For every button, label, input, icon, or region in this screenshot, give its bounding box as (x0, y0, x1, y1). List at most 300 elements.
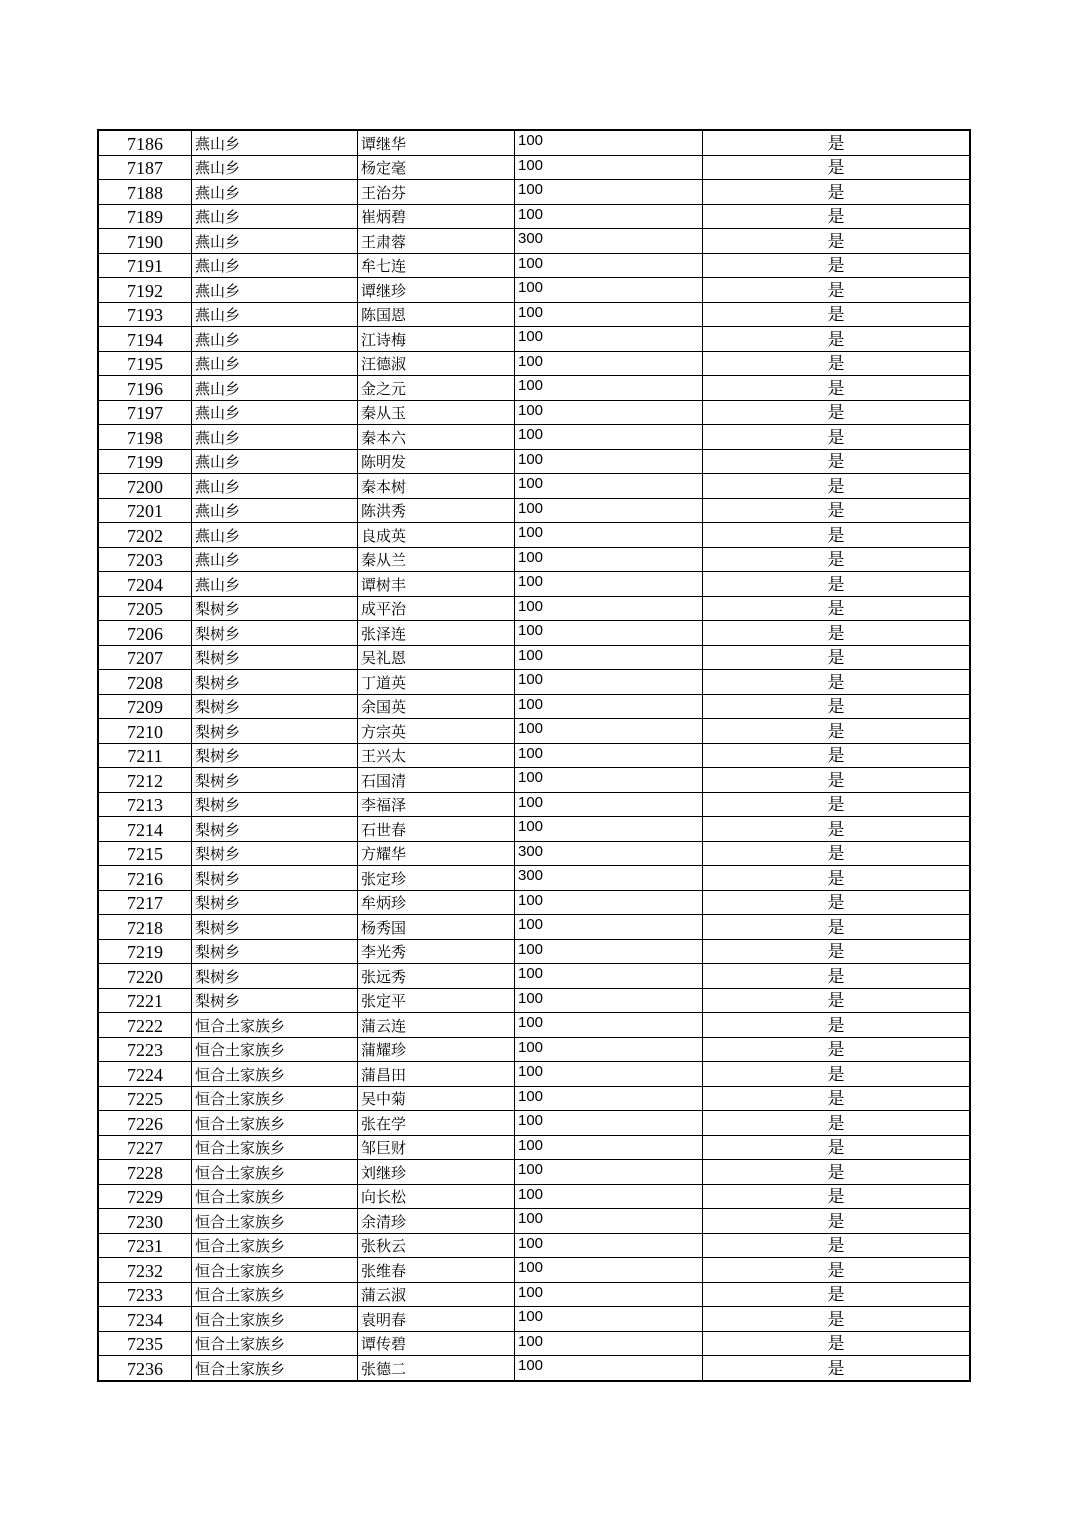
township-cell: 燕山乡 (192, 302, 358, 327)
record-number-cell: 7225 (98, 1086, 192, 1111)
table-row (98, 1282, 970, 1307)
table-row (98, 155, 970, 180)
status-cell: 是 (703, 204, 971, 229)
table-row (98, 1086, 970, 1111)
person-name-cell: 蒲昌田 (358, 1062, 515, 1087)
table-row (98, 694, 970, 719)
record-number-cell: 7190 (98, 229, 192, 254)
township-cell: 燕山乡 (192, 155, 358, 180)
person-name-cell: 陈洪秀 (358, 498, 515, 523)
amount-cell: 100 (515, 768, 703, 793)
person-name-cell: 谭树丰 (358, 572, 515, 597)
record-number-cell: 7218 (98, 915, 192, 940)
amount-cell: 100 (515, 645, 703, 670)
status-cell: 是 (703, 376, 971, 401)
amount-cell: 100 (515, 523, 703, 548)
township-cell: 梨树乡 (192, 792, 358, 817)
person-name-cell: 刘继珍 (358, 1160, 515, 1185)
record-number-cell: 7201 (98, 498, 192, 523)
status-cell: 是 (703, 498, 971, 523)
table-row (98, 670, 970, 695)
table-row (98, 253, 970, 278)
record-number-cell: 7206 (98, 621, 192, 646)
person-name-cell: 张定珍 (358, 866, 515, 891)
table-row (98, 1184, 970, 1209)
amount-cell: 100 (515, 621, 703, 646)
person-name-cell: 袁明春 (358, 1307, 515, 1332)
table-row (98, 719, 970, 744)
person-name-cell: 秦从兰 (358, 547, 515, 572)
amount-cell: 100 (515, 204, 703, 229)
amount-cell: 100 (515, 1209, 703, 1234)
township-cell: 燕山乡 (192, 400, 358, 425)
person-name-cell: 余国英 (358, 694, 515, 719)
person-name-cell: 石国清 (358, 768, 515, 793)
amount-cell: 100 (515, 130, 703, 155)
table-row (98, 1062, 970, 1087)
status-cell: 是 (703, 1307, 971, 1332)
table-row (98, 890, 970, 915)
record-number-cell: 7228 (98, 1160, 192, 1185)
table-row (98, 596, 970, 621)
table-row (98, 792, 970, 817)
township-cell: 恒合土家族乡 (192, 1307, 358, 1332)
township-cell: 燕山乡 (192, 327, 358, 352)
status-cell: 是 (703, 670, 971, 695)
township-cell: 燕山乡 (192, 130, 358, 155)
status-cell: 是 (703, 400, 971, 425)
amount-cell: 100 (515, 1160, 703, 1185)
record-number-cell: 7187 (98, 155, 192, 180)
record-number-cell: 7216 (98, 866, 192, 891)
amount-cell: 100 (515, 1037, 703, 1062)
amount-cell: 100 (515, 278, 703, 303)
township-cell: 恒合土家族乡 (192, 1013, 358, 1038)
status-cell: 是 (703, 474, 971, 499)
township-cell: 恒合土家族乡 (192, 1062, 358, 1087)
township-cell: 恒合土家族乡 (192, 1258, 358, 1283)
table-row (98, 915, 970, 940)
township-cell: 燕山乡 (192, 180, 358, 205)
township-cell: 恒合土家族乡 (192, 1160, 358, 1185)
status-cell: 是 (703, 229, 971, 254)
status-cell: 是 (703, 278, 971, 303)
status-cell: 是 (703, 302, 971, 327)
status-cell: 是 (703, 1062, 971, 1087)
table-row (98, 376, 970, 401)
person-name-cell: 李福泽 (358, 792, 515, 817)
table-row (98, 743, 970, 768)
township-cell: 梨树乡 (192, 719, 358, 744)
record-number-cell: 7224 (98, 1062, 192, 1087)
person-name-cell: 张远秀 (358, 964, 515, 989)
status-cell: 是 (703, 1013, 971, 1038)
person-name-cell: 吴礼恩 (358, 645, 515, 670)
table-row (98, 572, 970, 597)
amount-cell: 100 (515, 1331, 703, 1356)
record-number-cell: 7230 (98, 1209, 192, 1234)
person-name-cell: 张定平 (358, 988, 515, 1013)
person-name-cell: 蒲耀珍 (358, 1037, 515, 1062)
amount-cell: 100 (515, 817, 703, 842)
township-cell: 燕山乡 (192, 498, 358, 523)
status-cell: 是 (703, 1331, 971, 1356)
table-row (98, 866, 970, 891)
amount-cell: 100 (515, 1135, 703, 1160)
township-cell: 燕山乡 (192, 351, 358, 376)
record-number-cell: 7199 (98, 449, 192, 474)
record-number-cell: 7200 (98, 474, 192, 499)
person-name-cell: 王治芬 (358, 180, 515, 205)
table-row (98, 964, 970, 989)
person-name-cell: 陈国恩 (358, 302, 515, 327)
table-row (98, 621, 970, 646)
person-name-cell: 秦本六 (358, 425, 515, 450)
township-cell: 梨树乡 (192, 645, 358, 670)
record-number-cell: 7210 (98, 719, 192, 744)
table-row (98, 939, 970, 964)
table-row (98, 229, 970, 254)
amount-cell: 100 (515, 1086, 703, 1111)
person-name-cell: 方宗英 (358, 719, 515, 744)
record-number-cell: 7196 (98, 376, 192, 401)
table-row (98, 1111, 970, 1136)
amount-cell: 100 (515, 572, 703, 597)
amount-cell: 100 (515, 1258, 703, 1283)
township-cell: 燕山乡 (192, 376, 358, 401)
person-name-cell: 蒲云连 (358, 1013, 515, 1038)
table-row (98, 449, 970, 474)
status-cell: 是 (703, 180, 971, 205)
status-cell: 是 (703, 1356, 971, 1381)
record-number-cell: 7209 (98, 694, 192, 719)
record-number-cell: 7229 (98, 1184, 192, 1209)
status-cell: 是 (703, 572, 971, 597)
amount-cell: 100 (515, 302, 703, 327)
amount-cell: 100 (515, 180, 703, 205)
person-name-cell: 张泽连 (358, 621, 515, 646)
person-name-cell: 邹巨财 (358, 1135, 515, 1160)
person-name-cell: 石世春 (358, 817, 515, 842)
table-row (98, 1209, 970, 1234)
person-name-cell: 吴中菊 (358, 1086, 515, 1111)
status-cell: 是 (703, 351, 971, 376)
person-name-cell: 张在学 (358, 1111, 515, 1136)
amount-cell: 100 (515, 498, 703, 523)
table-row (98, 1356, 970, 1381)
amount-cell: 100 (515, 1356, 703, 1381)
amount-cell: 100 (515, 694, 703, 719)
status-cell: 是 (703, 890, 971, 915)
table-row (98, 817, 970, 842)
township-cell: 恒合土家族乡 (192, 1209, 358, 1234)
person-name-cell: 向长松 (358, 1184, 515, 1209)
record-number-cell: 7192 (98, 278, 192, 303)
status-cell: 是 (703, 768, 971, 793)
amount-cell: 100 (515, 474, 703, 499)
status-cell: 是 (703, 327, 971, 352)
status-cell: 是 (703, 1258, 971, 1283)
status-cell: 是 (703, 596, 971, 621)
township-cell: 恒合土家族乡 (192, 1111, 358, 1136)
status-cell: 是 (703, 743, 971, 768)
status-cell: 是 (703, 130, 971, 155)
record-number-cell: 7193 (98, 302, 192, 327)
record-number-cell: 7223 (98, 1037, 192, 1062)
person-name-cell: 张德二 (358, 1356, 515, 1381)
table-row (98, 547, 970, 572)
person-name-cell: 王肃蓉 (358, 229, 515, 254)
table-row (98, 1135, 970, 1160)
amount-cell: 100 (515, 449, 703, 474)
record-number-cell: 7204 (98, 572, 192, 597)
township-cell: 燕山乡 (192, 572, 358, 597)
status-cell: 是 (703, 964, 971, 989)
township-cell: 梨树乡 (192, 817, 358, 842)
status-cell: 是 (703, 1111, 971, 1136)
table-row (98, 1037, 970, 1062)
status-cell: 是 (703, 841, 971, 866)
amount-cell: 100 (515, 792, 703, 817)
township-cell: 梨树乡 (192, 670, 358, 695)
record-number-cell: 7194 (98, 327, 192, 352)
record-number-cell: 7217 (98, 890, 192, 915)
record-number-cell: 7207 (98, 645, 192, 670)
record-number-cell: 7205 (98, 596, 192, 621)
township-cell: 梨树乡 (192, 743, 358, 768)
table-row (98, 351, 970, 376)
status-cell: 是 (703, 621, 971, 646)
amount-cell: 100 (515, 915, 703, 940)
table-row (98, 1258, 970, 1283)
person-name-cell: 秦从玉 (358, 400, 515, 425)
township-cell: 恒合土家族乡 (192, 1282, 358, 1307)
township-cell: 梨树乡 (192, 841, 358, 866)
township-cell: 燕山乡 (192, 523, 358, 548)
amount-cell: 100 (515, 890, 703, 915)
table-body (98, 130, 970, 1381)
status-cell: 是 (703, 792, 971, 817)
status-cell: 是 (703, 253, 971, 278)
status-cell: 是 (703, 1037, 971, 1062)
amount-cell: 100 (515, 939, 703, 964)
status-cell: 是 (703, 1184, 971, 1209)
township-cell: 燕山乡 (192, 449, 358, 474)
status-cell: 是 (703, 915, 971, 940)
table-row (98, 204, 970, 229)
status-cell: 是 (703, 866, 971, 891)
record-number-cell: 7189 (98, 204, 192, 229)
amount-cell: 100 (515, 719, 703, 744)
person-name-cell: 王兴太 (358, 743, 515, 768)
record-number-cell: 7234 (98, 1307, 192, 1332)
person-name-cell: 余清珍 (358, 1209, 515, 1234)
record-number-cell: 7232 (98, 1258, 192, 1283)
status-cell: 是 (703, 988, 971, 1013)
person-name-cell: 张秋云 (358, 1233, 515, 1258)
table-row (98, 988, 970, 1013)
status-cell: 是 (703, 155, 971, 180)
record-number-cell: 7208 (98, 670, 192, 695)
person-name-cell: 陈明发 (358, 449, 515, 474)
table-row (98, 1331, 970, 1356)
amount-cell: 100 (515, 253, 703, 278)
record-number-cell: 7220 (98, 964, 192, 989)
person-name-cell: 江诗梅 (358, 327, 515, 352)
township-cell: 梨树乡 (192, 988, 358, 1013)
status-cell: 是 (703, 1282, 971, 1307)
person-name-cell: 蒲云淑 (358, 1282, 515, 1307)
record-number-cell: 7233 (98, 1282, 192, 1307)
status-cell: 是 (703, 694, 971, 719)
person-name-cell: 良成英 (358, 523, 515, 548)
township-cell: 梨树乡 (192, 768, 358, 793)
amount-cell: 100 (515, 1013, 703, 1038)
table-row (98, 130, 970, 155)
amount-cell: 100 (515, 425, 703, 450)
table-row (98, 327, 970, 352)
amount-cell: 100 (515, 155, 703, 180)
township-cell: 恒合土家族乡 (192, 1037, 358, 1062)
township-cell: 恒合土家族乡 (192, 1184, 358, 1209)
record-number-cell: 7195 (98, 351, 192, 376)
township-cell: 燕山乡 (192, 253, 358, 278)
record-number-cell: 7188 (98, 180, 192, 205)
amount-cell: 100 (515, 1062, 703, 1087)
amount-cell: 100 (515, 1282, 703, 1307)
table-row (98, 400, 970, 425)
status-cell: 是 (703, 523, 971, 548)
record-number-cell: 7222 (98, 1013, 192, 1038)
township-cell: 燕山乡 (192, 425, 358, 450)
amount-cell: 300 (515, 866, 703, 891)
person-name-cell: 杨定毫 (358, 155, 515, 180)
table-row (98, 498, 970, 523)
record-number-cell: 7211 (98, 743, 192, 768)
amount-cell: 100 (515, 400, 703, 425)
township-cell: 恒合土家族乡 (192, 1356, 358, 1381)
record-number-cell: 7197 (98, 400, 192, 425)
table-row (98, 523, 970, 548)
person-name-cell: 秦本树 (358, 474, 515, 499)
amount-cell: 100 (515, 327, 703, 352)
table-row (98, 278, 970, 303)
record-number-cell: 7213 (98, 792, 192, 817)
status-cell: 是 (703, 449, 971, 474)
table-row (98, 425, 970, 450)
table-row (98, 474, 970, 499)
table-row (98, 645, 970, 670)
record-number-cell: 7212 (98, 768, 192, 793)
person-name-cell: 牟炳珍 (358, 890, 515, 915)
amount-cell: 100 (515, 596, 703, 621)
status-cell: 是 (703, 1233, 971, 1258)
amount-cell: 100 (515, 988, 703, 1013)
person-name-cell: 李光秀 (358, 939, 515, 964)
township-cell: 恒合土家族乡 (192, 1086, 358, 1111)
township-cell: 梨树乡 (192, 621, 358, 646)
table-row (98, 841, 970, 866)
township-cell: 恒合土家族乡 (192, 1233, 358, 1258)
table-row (98, 1013, 970, 1038)
record-number-cell: 7198 (98, 425, 192, 450)
status-cell: 是 (703, 1160, 971, 1185)
record-number-cell: 7215 (98, 841, 192, 866)
table-row (98, 768, 970, 793)
person-name-cell: 谭继华 (358, 130, 515, 155)
record-number-cell: 7235 (98, 1331, 192, 1356)
status-cell: 是 (703, 1135, 971, 1160)
amount-cell: 100 (515, 1233, 703, 1258)
township-cell: 燕山乡 (192, 547, 358, 572)
person-name-cell: 方耀华 (358, 841, 515, 866)
status-cell: 是 (703, 1209, 971, 1234)
township-cell: 梨树乡 (192, 866, 358, 891)
person-name-cell: 丁道英 (358, 670, 515, 695)
township-cell: 梨树乡 (192, 964, 358, 989)
amount-cell: 100 (515, 670, 703, 695)
amount-cell: 100 (515, 1307, 703, 1332)
status-cell: 是 (703, 1086, 971, 1111)
table-row (98, 1160, 970, 1185)
record-number-cell: 7191 (98, 253, 192, 278)
status-cell: 是 (703, 425, 971, 450)
table-row (98, 1307, 970, 1332)
amount-cell: 100 (515, 743, 703, 768)
township-cell: 梨树乡 (192, 915, 358, 940)
person-name-cell: 汪德淑 (358, 351, 515, 376)
record-number-cell: 7231 (98, 1233, 192, 1258)
record-number-cell: 7226 (98, 1111, 192, 1136)
person-name-cell: 崔炳碧 (358, 204, 515, 229)
township-cell: 恒合土家族乡 (192, 1331, 358, 1356)
record-number-cell: 7186 (98, 130, 192, 155)
record-number-cell: 7236 (98, 1356, 192, 1381)
amount-cell: 300 (515, 841, 703, 866)
amount-cell: 100 (515, 547, 703, 572)
township-cell: 梨树乡 (192, 939, 358, 964)
record-number-cell: 7221 (98, 988, 192, 1013)
amount-cell: 100 (515, 1111, 703, 1136)
amount-cell: 100 (515, 351, 703, 376)
record-number-cell: 7203 (98, 547, 192, 572)
status-cell: 是 (703, 645, 971, 670)
record-number-cell: 7227 (98, 1135, 192, 1160)
status-cell: 是 (703, 547, 971, 572)
person-name-cell: 成平治 (358, 596, 515, 621)
township-cell: 燕山乡 (192, 204, 358, 229)
person-name-cell: 牟七连 (358, 253, 515, 278)
record-number-cell: 7214 (98, 817, 192, 842)
record-number-cell: 7202 (98, 523, 192, 548)
amount-cell: 300 (515, 229, 703, 254)
table-row (98, 302, 970, 327)
township-cell: 梨树乡 (192, 890, 358, 915)
person-name-cell: 谭继珍 (358, 278, 515, 303)
township-cell: 燕山乡 (192, 229, 358, 254)
table-row (98, 180, 970, 205)
record-number-cell: 7219 (98, 939, 192, 964)
amount-cell: 100 (515, 1184, 703, 1209)
person-name-cell: 杨秀国 (358, 915, 515, 940)
amount-cell: 100 (515, 964, 703, 989)
status-cell: 是 (703, 939, 971, 964)
status-cell: 是 (703, 817, 971, 842)
person-name-cell: 张维春 (358, 1258, 515, 1283)
amount-cell: 100 (515, 376, 703, 401)
table-row (98, 1233, 970, 1258)
township-cell: 燕山乡 (192, 474, 358, 499)
